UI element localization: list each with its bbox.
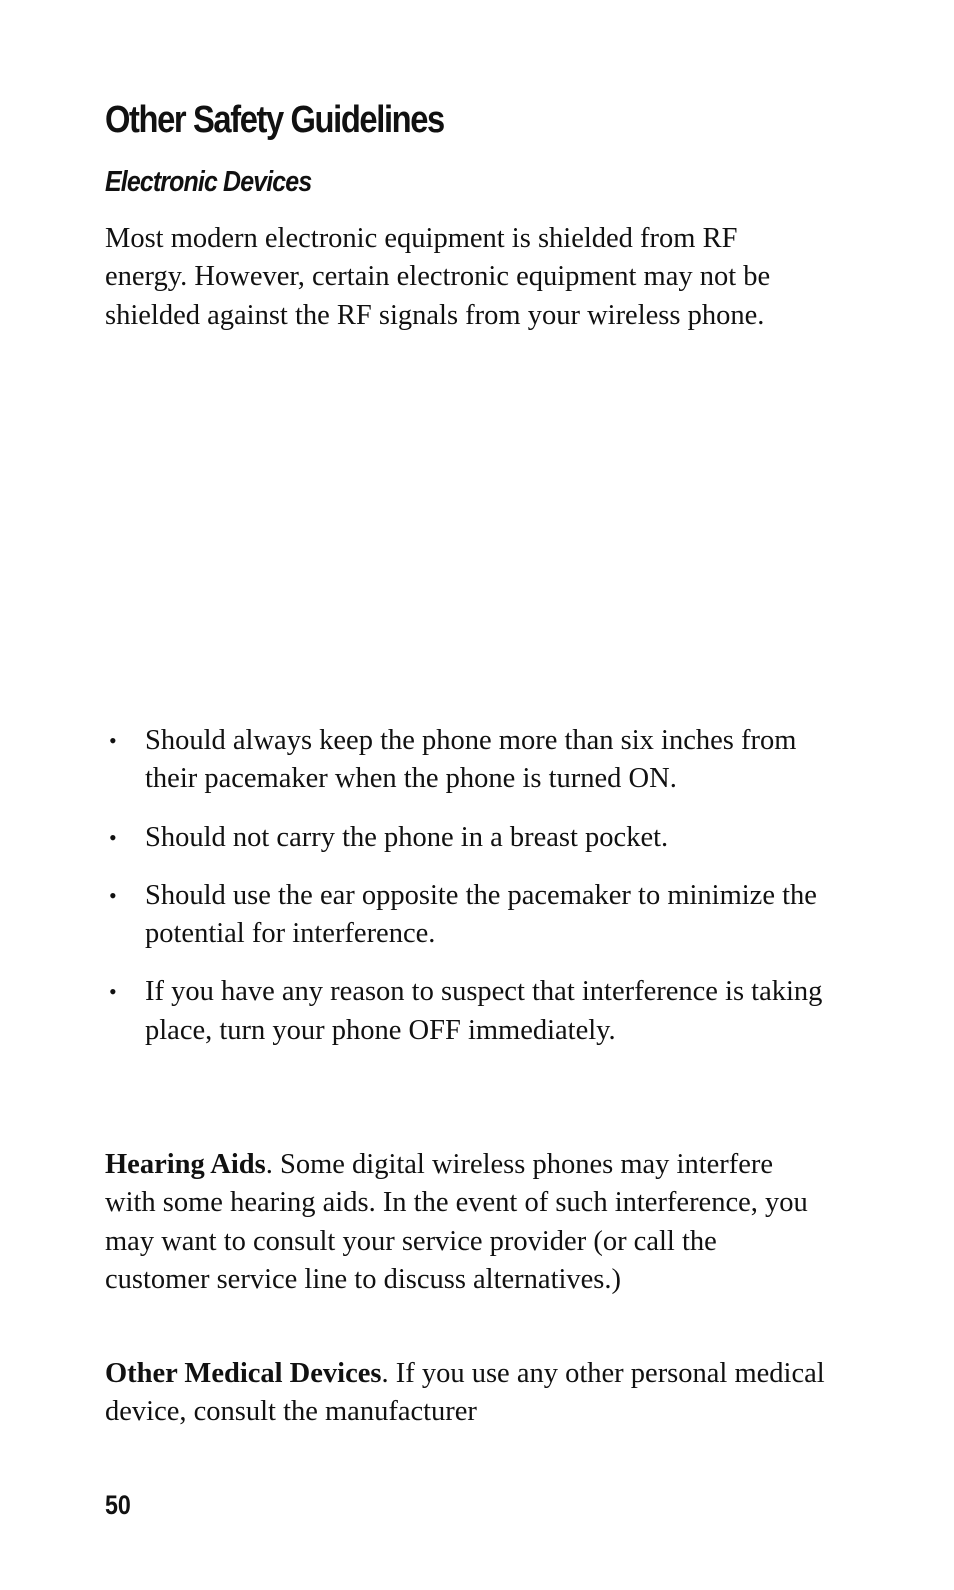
- bullet-text: Should use the ear opposite the pacemaker to minimize the potential for interference.: [145, 879, 817, 950]
- pacemaker-bullet-list: [105, 722, 825, 1070]
- bullet-icon: •: [109, 824, 117, 850]
- list-item: [105, 973, 825, 1050]
- bullet-icon: •: [109, 728, 117, 753]
- intro-paragraph: Most modern electronic equipment is shielded from RF energy. However, certain electronic equipment may not be shielded against the RF signals from your wireless phone.: [105, 223, 771, 331]
- list-item: [105, 819, 825, 857]
- bullet-text: Should always keep the phone more than six inches from their pacemaker when the phone is turned ON.: [145, 725, 797, 795]
- section-subtitle: Electronic Devices: [105, 166, 312, 198]
- other-medical-devices-label: Other Medical Devices: [105, 1358, 382, 1389]
- hearing-aids-label: Hearing Aids: [105, 1149, 266, 1180]
- bullet-icon: •: [109, 979, 117, 1005]
- page-title: Other Safety Guidelines: [105, 99, 444, 141]
- bullet-text: If you have any reason to suspect that interference is taking place, turn your phone OFF immediately.: [145, 976, 823, 1046]
- bullet-text: Should not carry the phone in a breast pocket.: [145, 821, 669, 853]
- list-item: [105, 722, 825, 799]
- other-medical-devices-paragraph: [105, 1355, 825, 1432]
- bullet-icon: •: [109, 882, 117, 908]
- other-medical-devices-text: . If you use any other personal medical device, consult the manufacturer: [105, 1358, 825, 1428]
- hearing-aids-text: . Some digital wireless phones may interfere with some hearing aids. In the event of such interference, you may want to consult your service provider (or call the customer service line to discuss alternatives.): [105, 1149, 808, 1295]
- page-number: 50: [105, 1490, 131, 1520]
- hearing-aids-paragraph: [105, 1146, 825, 1299]
- list-item: [105, 877, 825, 954]
